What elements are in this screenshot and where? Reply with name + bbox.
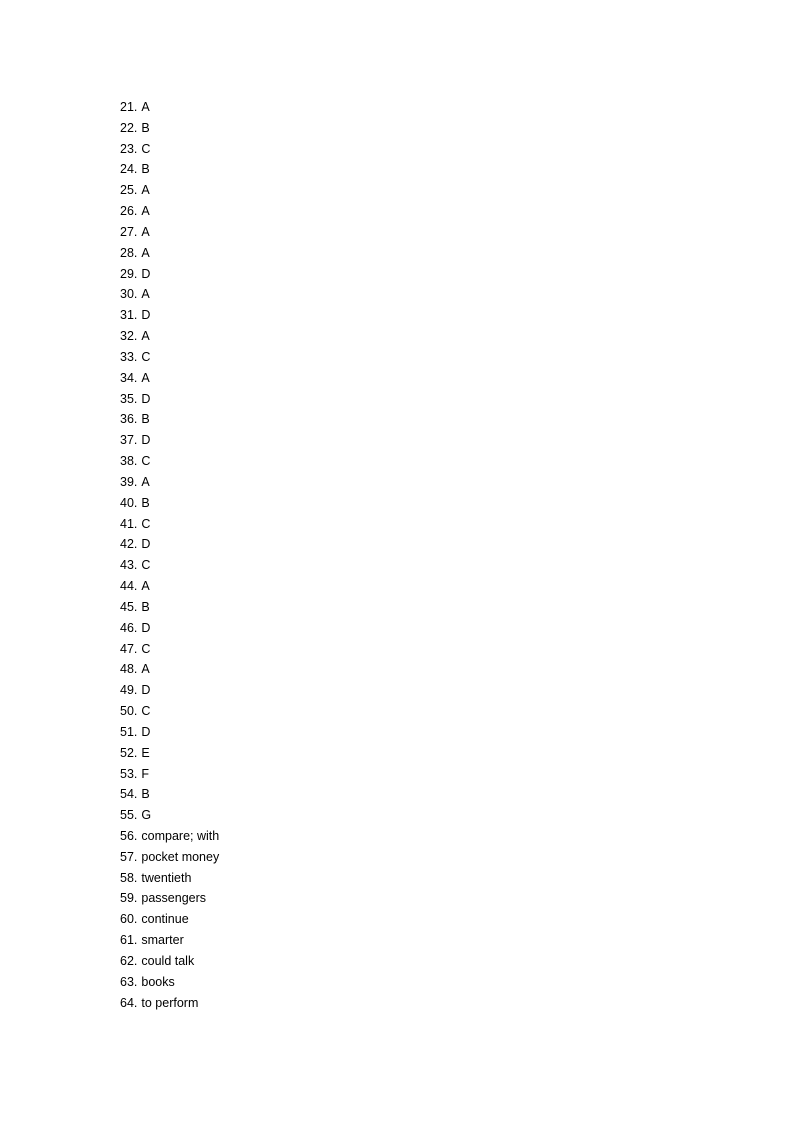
answer-number: 34. (120, 370, 138, 385)
answer-item (120, 430, 219, 451)
answer-text: A (141, 204, 150, 219)
answer-item (120, 972, 219, 993)
answer-number: 21. (120, 100, 138, 114)
answer-number: 45. (120, 599, 138, 614)
answer-number: 32. (120, 329, 138, 344)
answer-item (120, 951, 219, 972)
answer-text: twentieth (141, 870, 192, 885)
answer-text: A (141, 287, 150, 302)
answer-text: D (141, 266, 151, 281)
answer-number: 30. (120, 287, 138, 302)
answer-item (120, 389, 219, 410)
answer-text: D (141, 620, 151, 635)
answer-number: 47. (120, 641, 138, 656)
answer-item (120, 555, 219, 576)
answer-item (120, 743, 219, 764)
answer-text: C (141, 141, 151, 156)
answer-number: 27. (120, 224, 138, 239)
answer-item (120, 722, 219, 743)
answer-text: C (141, 454, 151, 469)
answer-text: A (141, 579, 150, 594)
answer-text: passengers (141, 891, 207, 906)
answer-text: books (141, 974, 175, 989)
answer-text: D (141, 391, 151, 406)
answer-number: 31. (120, 308, 138, 323)
answer-item (120, 347, 219, 368)
answer-text: C (141, 558, 151, 573)
answer-number: 25. (120, 183, 138, 198)
answer-number: 62. (120, 953, 138, 968)
answer-text: D (141, 537, 151, 552)
answer-item (120, 472, 219, 493)
answer-item (120, 847, 219, 868)
answer-text: A (141, 224, 150, 239)
answer-item (120, 326, 219, 347)
answer-item (120, 180, 219, 201)
answer-number: 52. (120, 745, 138, 760)
answer-number: 43. (120, 558, 138, 573)
answer-number: 35. (120, 391, 138, 406)
answer-number: 48. (120, 662, 138, 677)
answer-key-list (120, 97, 219, 1013)
answer-text: F (141, 766, 150, 781)
answer-item (120, 284, 219, 305)
answer-item (120, 493, 219, 514)
answer-text: B (141, 412, 150, 427)
answer-item (120, 764, 219, 785)
answer-text: D (141, 308, 151, 323)
answer-number: 46. (120, 620, 138, 635)
answer-text: B (141, 495, 150, 510)
answer-item (120, 576, 219, 597)
answer-text: A (141, 245, 150, 260)
answer-text: pocket money (141, 849, 220, 864)
answer-number: 28. (120, 245, 138, 260)
answer-number: 64. (120, 995, 138, 1010)
answer-text: A (141, 329, 150, 344)
answer-item (120, 784, 219, 805)
answer-number: 61. (120, 933, 138, 948)
answer-number: 60. (120, 912, 138, 927)
answer-item (120, 305, 219, 326)
answer-item (120, 201, 219, 222)
answer-item (120, 264, 219, 285)
answer-number: 55. (120, 808, 138, 823)
answer-number: 41. (120, 516, 138, 531)
answer-text: D (141, 433, 151, 448)
answer-text: A (141, 183, 150, 198)
answer-number: 23. (120, 141, 138, 156)
answer-text: A (141, 662, 150, 677)
answer-item (120, 409, 219, 430)
answer-number: 36. (120, 412, 138, 427)
answer-item (120, 868, 219, 889)
answer-text: B (141, 162, 150, 177)
answer-number: 29. (120, 266, 138, 281)
answer-text: A (141, 474, 150, 489)
answer-item (120, 680, 219, 701)
answer-text: C (141, 704, 151, 719)
answer-text: C (141, 641, 151, 656)
answer-item (120, 659, 219, 680)
answer-number: 53. (120, 766, 138, 781)
answer-text: C (141, 349, 151, 364)
answer-number: 40. (120, 495, 138, 510)
answer-text: to perform (141, 995, 199, 1010)
answer-text: C (141, 516, 151, 531)
answer-text: compare; with (141, 828, 220, 843)
answer-item (120, 701, 219, 722)
answer-text: A (141, 100, 150, 114)
answer-item (120, 618, 219, 639)
answer-number: 49. (120, 683, 138, 698)
answer-item (120, 930, 219, 951)
answer-item (120, 597, 219, 618)
answer-text: A (141, 370, 150, 385)
answer-text: could talk (141, 953, 195, 968)
answer-item (120, 159, 219, 180)
answer-text: B (141, 120, 150, 135)
answer-number: 58. (120, 870, 138, 885)
answer-item (120, 534, 219, 555)
answer-number: 22. (120, 120, 138, 135)
answer-item (120, 97, 219, 118)
answer-text: D (141, 683, 151, 698)
answer-text: continue (141, 912, 189, 927)
answer-text: B (141, 599, 150, 614)
answer-number: 38. (120, 454, 138, 469)
answer-text: D (141, 724, 151, 739)
answer-item (120, 243, 219, 264)
answer-item (120, 118, 219, 139)
answer-item (120, 805, 219, 826)
answer-item (120, 888, 219, 909)
answer-item (120, 451, 219, 472)
answer-item (120, 222, 219, 243)
answer-text: E (141, 745, 150, 760)
answer-number: 26. (120, 204, 138, 219)
answer-number: 37. (120, 433, 138, 448)
answer-number: 33. (120, 349, 138, 364)
answer-number: 56. (120, 828, 138, 843)
answer-number: 50. (120, 704, 138, 719)
answer-number: 44. (120, 579, 138, 594)
answer-number: 54. (120, 787, 138, 802)
answer-item (120, 909, 219, 930)
answer-text: G (141, 808, 152, 823)
answer-item (120, 514, 219, 535)
answer-number: 57. (120, 849, 138, 864)
answer-number: 59. (120, 891, 138, 906)
answer-number: 42. (120, 537, 138, 552)
answer-item (120, 826, 219, 847)
answer-item (120, 368, 219, 389)
answer-item (120, 993, 219, 1014)
answer-text: smarter (141, 933, 184, 948)
answer-item (120, 139, 219, 160)
answer-text: B (141, 787, 150, 802)
answer-item (120, 639, 219, 660)
answer-number: 24. (120, 162, 138, 177)
answer-number: 39. (120, 474, 138, 489)
answer-number: 63. (120, 974, 138, 989)
answer-number: 51. (120, 724, 138, 739)
